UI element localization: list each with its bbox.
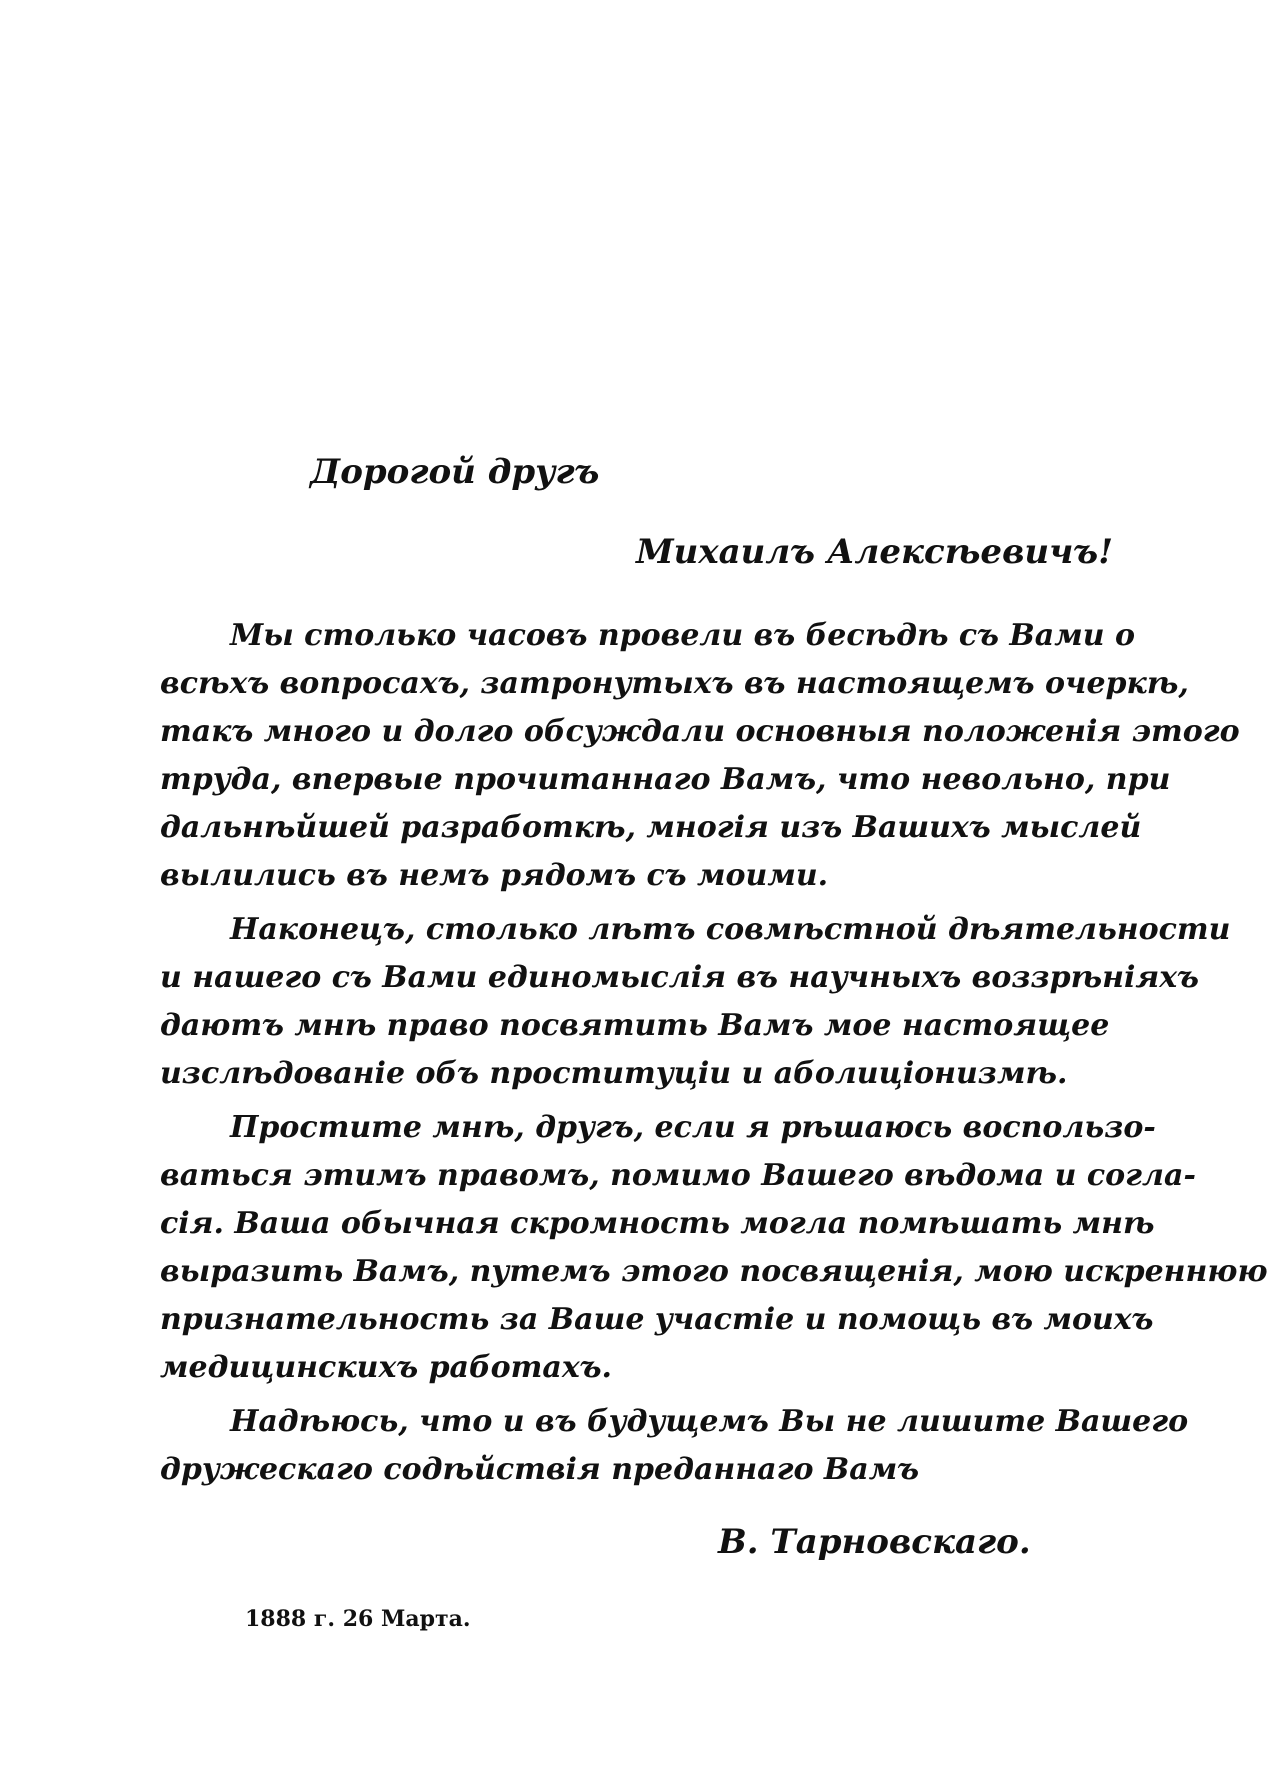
signature: В. Тарновскаго. xyxy=(718,1522,1031,1562)
text-line: медицинскихъ работахъ. xyxy=(160,1350,612,1385)
text-line: признательность за Ваше участіе и помощь въ моихъ xyxy=(160,1302,1154,1337)
paragraph-4 xyxy=(160,1398,1189,1494)
text-line: всѣхъ вопросахъ, затронутыхъ въ настоящемъ очеркѣ, xyxy=(160,666,1189,701)
addressee: Михаилъ Алексѣевичъ! xyxy=(636,532,1114,572)
salutation: Дорогой другъ xyxy=(310,452,600,492)
paragraph-1 xyxy=(160,612,1240,900)
paragraph-2 xyxy=(160,906,1231,1098)
date-line: 1888 г. 26 Марта. xyxy=(245,1606,471,1632)
text-line: Наконецъ, столько лѣтъ совмѣстной дѣятельности xyxy=(230,912,1231,947)
text-line: дальнѣйшей разработкѣ, многія изъ Вашихъ мыслей xyxy=(160,810,1142,845)
text-line: труда, впервые прочитаннаго Вамъ, что невольно, при xyxy=(160,762,1171,797)
text-line: вылились въ немъ рядомъ съ моими. xyxy=(160,858,829,893)
text-line: выразить Вамъ, путемъ этого посвященія, мою искреннюю xyxy=(160,1254,1268,1289)
paragraph-3 xyxy=(160,1104,1268,1392)
text-line: Надѣюсь, что и въ будущемъ Вы не лишите Вашего xyxy=(230,1404,1189,1439)
text-line: и нашего съ Вами единомыслія въ научныхъ воззрѣніяхъ xyxy=(160,960,1199,995)
letter-body xyxy=(160,612,1268,1494)
text-line: сія. Ваша обычная скромность могла помѣшать мнѣ xyxy=(160,1206,1155,1241)
text-line: Мы столько часовъ провели въ бесѣдѣ съ Вами о xyxy=(230,618,1135,653)
text-line: Простите мнѣ, другъ, если я рѣшаюсь воспользо- xyxy=(230,1110,1156,1145)
text-line: даютъ мнѣ право посвятить Вамъ мое настоящее xyxy=(160,1008,1110,1043)
text-line: ваться этимъ правомъ, помимо Вашего вѣдома и согла- xyxy=(160,1158,1196,1193)
text-line: такъ много и долго обсуждали основныя положенія этого xyxy=(160,714,1240,749)
text-line: дружескаго содѣйствія преданнаго Вамъ xyxy=(160,1452,920,1487)
text-line: изслѣдованіе объ проституціи и аболиціонизмѣ. xyxy=(160,1056,1068,1091)
